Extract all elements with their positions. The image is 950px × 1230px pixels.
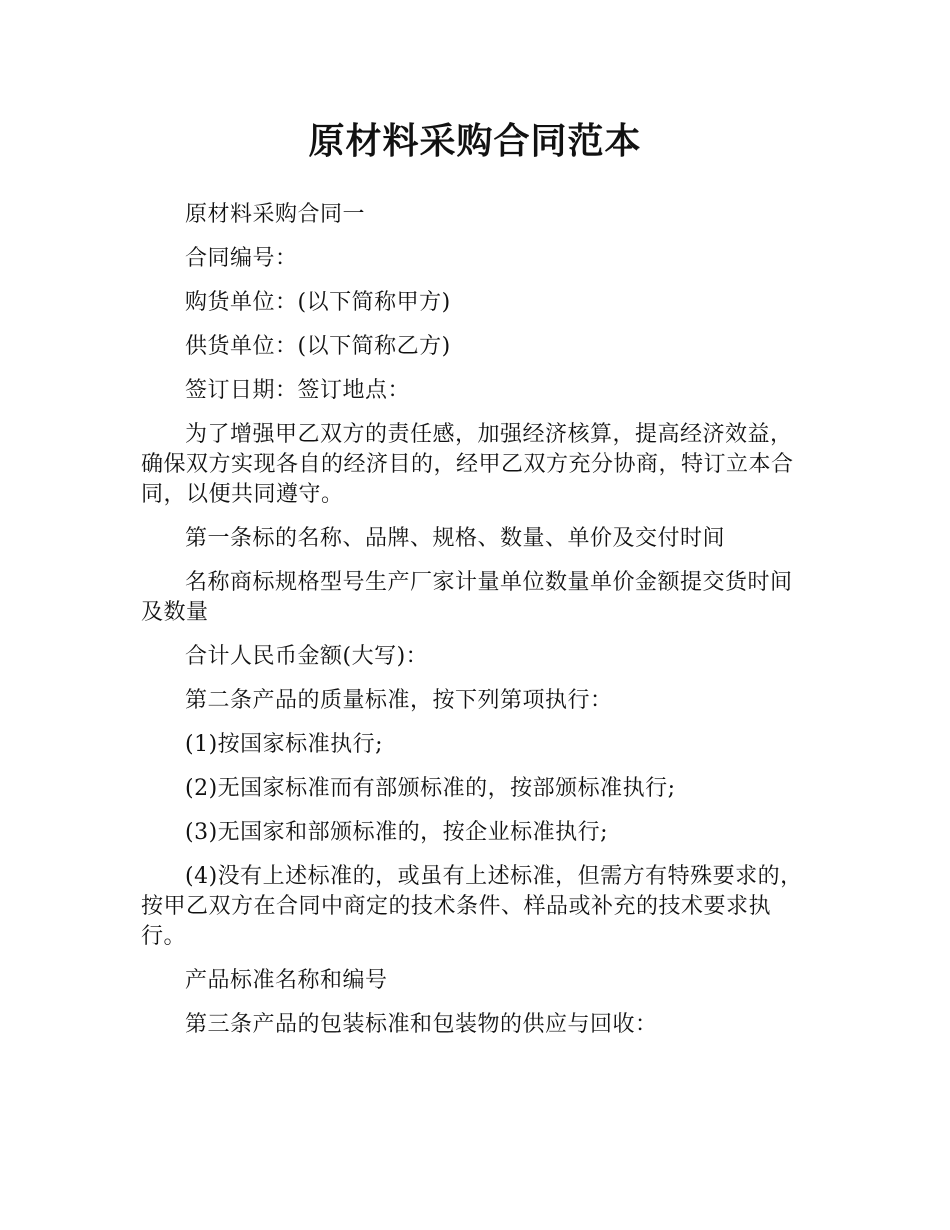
document-body: [141, 200, 813, 1054]
paragraph-standard-4: (4)没有上述标准的，或虽有上述标准，但需方有特殊要求的，按甲乙双方在合同中商定的技术条件、样品或补充的技术要求执行。: [141, 864, 803, 949]
paragraph-article-2: 第二条产品的质量标准，按下列第项执行：: [185, 688, 613, 713]
paragraph-standard-2: (2)无国家标准而有部颁标准的，按部颁标准执行;: [185, 776, 676, 801]
paragraph-preamble: 为了增强甲乙双方的责任感，加强经济核算，提高经济效益，确保双方实现各自的经济目的，经甲乙双方充分协商，特订立本合同，以便共同遵守。: [141, 422, 794, 507]
paragraph-standard-1: (1)按国家标准执行;: [185, 732, 384, 757]
paragraph-article-1: 第一条标的名称、品牌、规格、数量、单价及交付时间: [185, 526, 726, 551]
paragraph-contract-heading: 原材料采购合同一: [185, 202, 366, 227]
paragraph-standard-3: (3)无国家和部颁标准的，按企业标准执行;: [185, 820, 609, 845]
paragraph-signing-info: 签订日期：签订地点：: [185, 378, 411, 403]
paragraph-total-amount: 合计人民币金额(大写)：: [185, 644, 429, 669]
paragraph-contract-number: 合同编号：: [185, 246, 298, 271]
paragraph-supplier: 供货单位：(以下简称乙方): [185, 334, 451, 359]
paragraph-standard-name: 产品标准名称和编号: [185, 968, 388, 993]
document-title: 原材料采购合同范本: [308, 121, 642, 162]
paragraph-item-columns: 名称商标规格型号生产厂家计量单位数量单价金额提交货时间及数量: [141, 570, 793, 625]
paragraph-article-3: 第三条产品的包装标准和包装物的供应与回收：: [185, 1012, 658, 1037]
paragraph-buyer: 购货单位：(以下简称甲方): [185, 290, 451, 315]
